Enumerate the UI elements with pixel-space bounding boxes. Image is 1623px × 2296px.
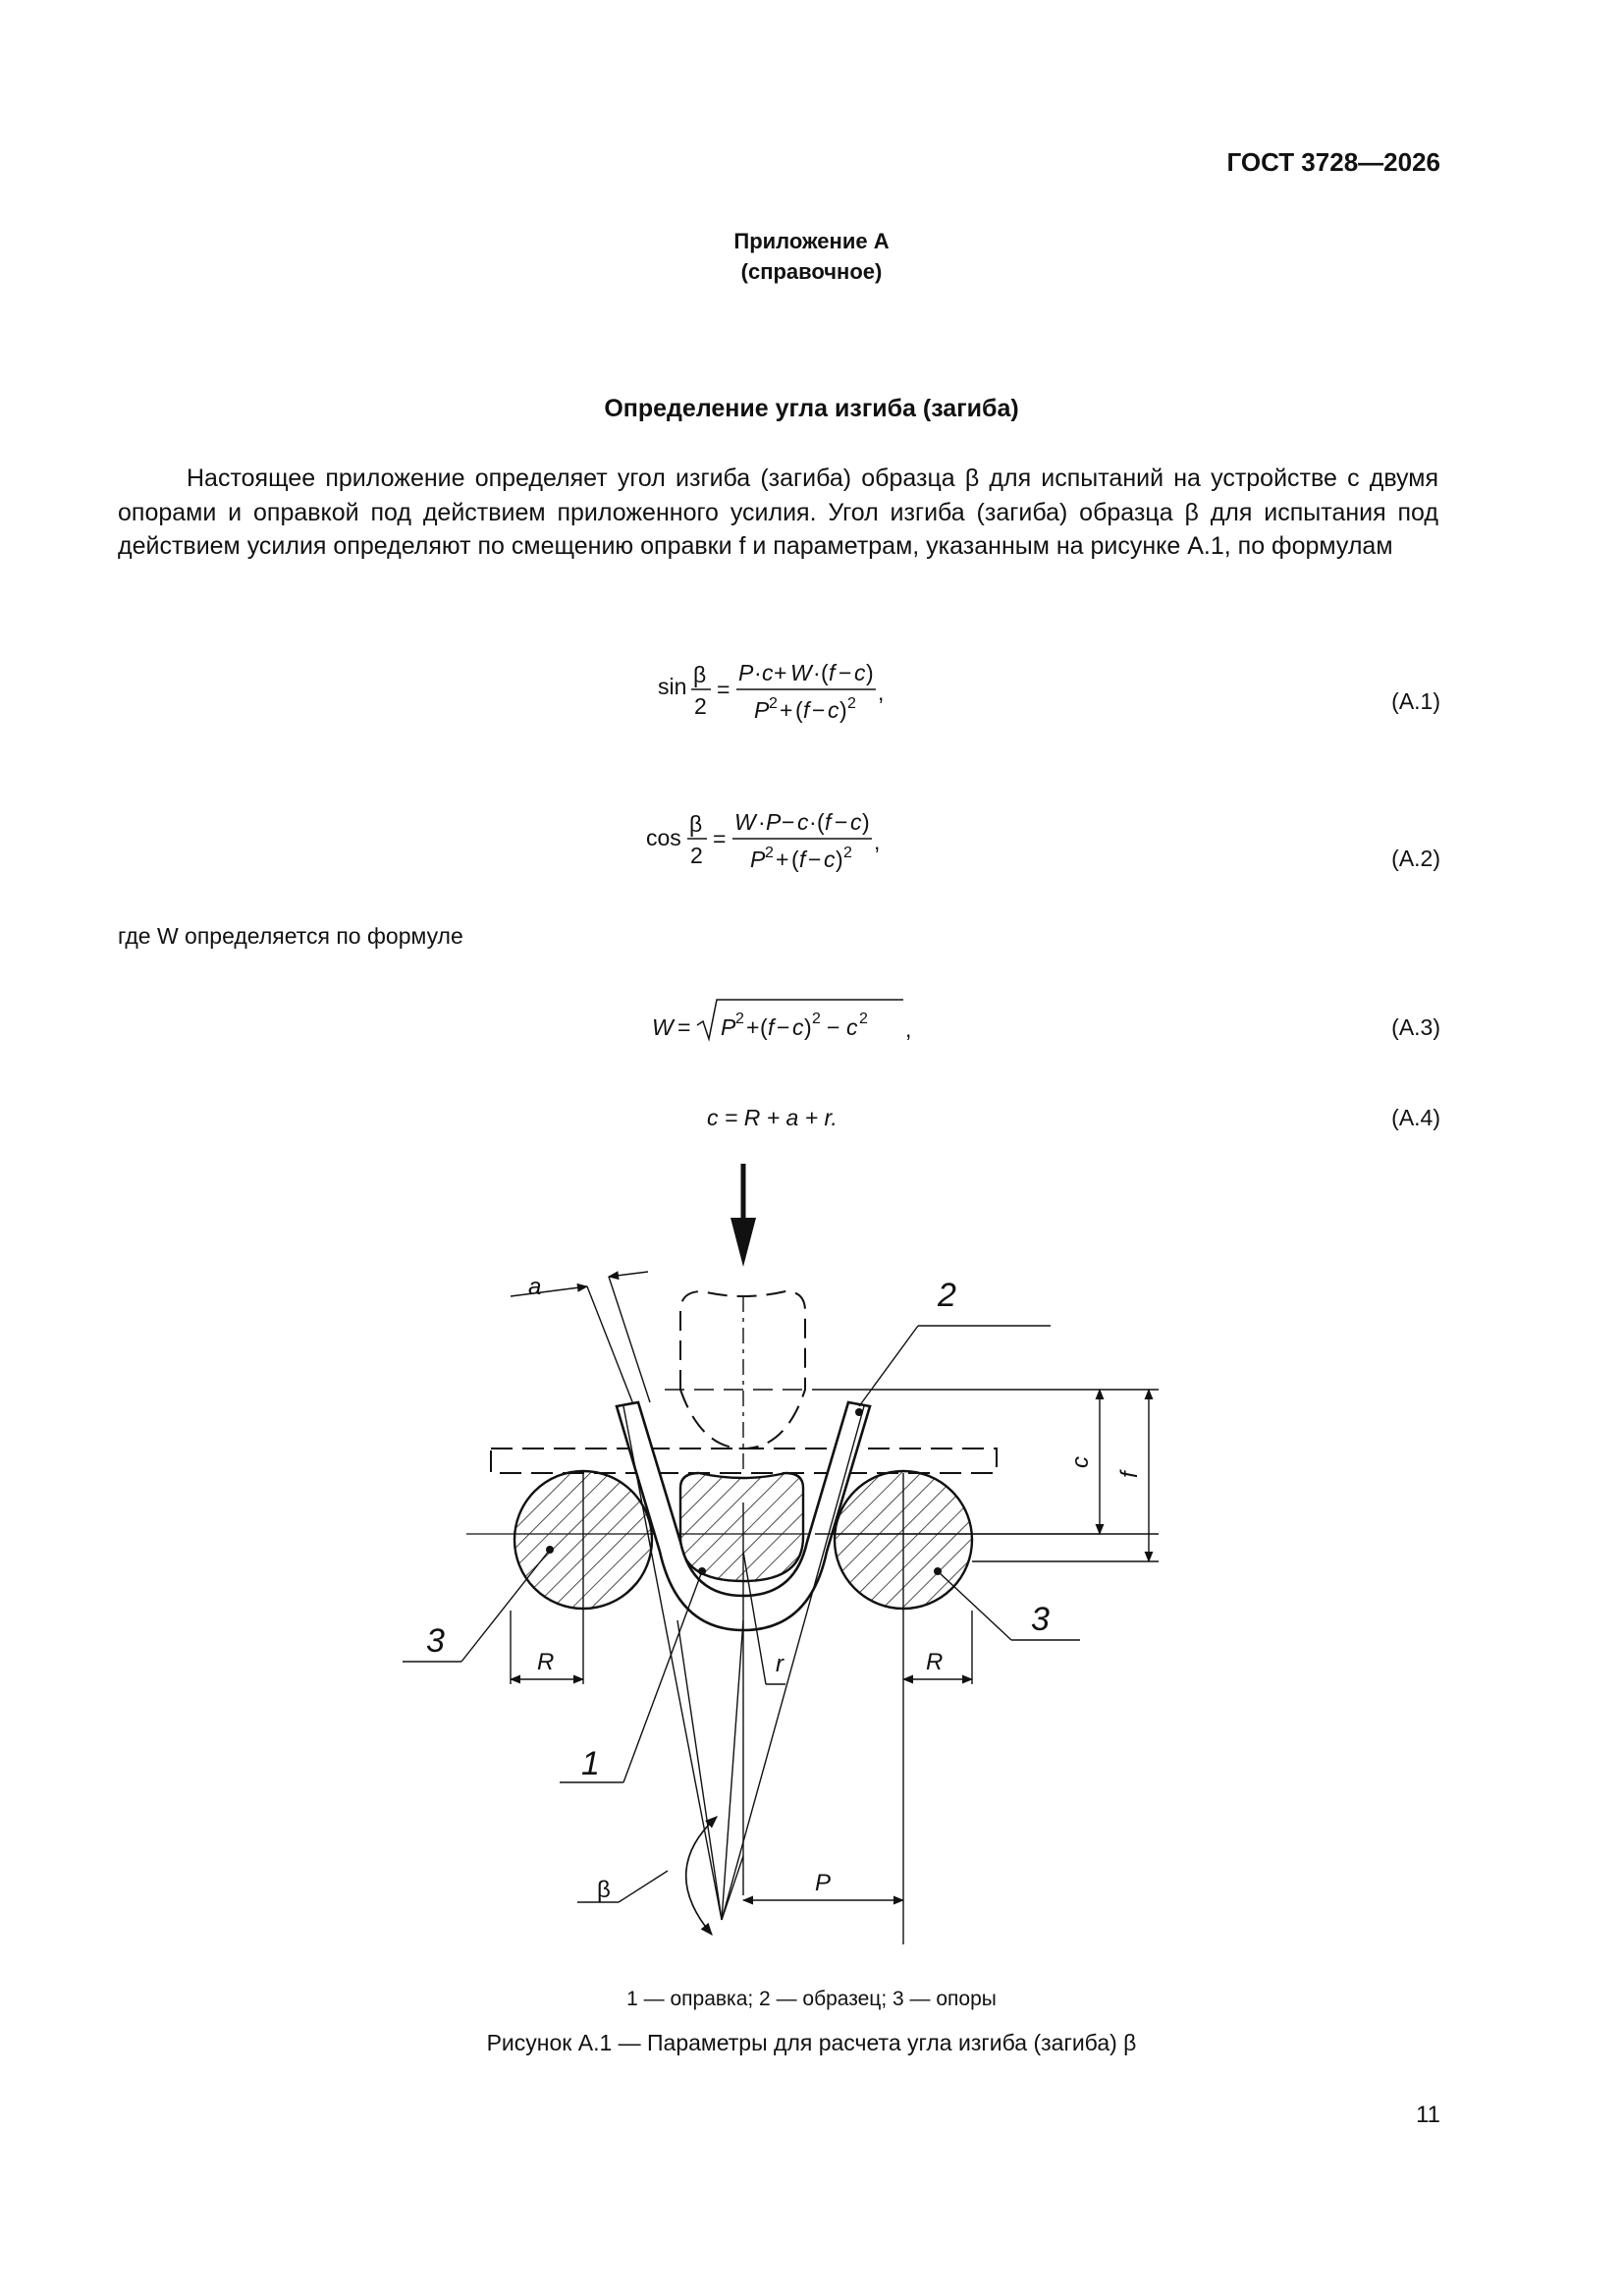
svg-text:2: 2 <box>735 1011 744 1027</box>
document-code: ГОСТ 3728—2026 <box>1226 147 1440 177</box>
svg-text:W: W <box>734 809 756 835</box>
svg-text:2: 2 <box>769 695 778 712</box>
svg-text:,: , <box>878 680 885 705</box>
svg-text:β: β <box>689 811 703 837</box>
svg-text:c: c <box>846 1014 858 1040</box>
svg-text:−: − <box>782 809 795 835</box>
svg-text:f: f <box>803 697 810 723</box>
mandrel <box>680 1473 803 1581</box>
label-r: r <box>776 1651 784 1677</box>
svg-text:(: ( <box>795 697 803 723</box>
intro-paragraph-text: Настоящее приложение определяет угол изгиба (загиба) образца β для испытаний на устройстве с двумя опорами и оправкой под действием приложенного усилия. Угол изгиба (загиба) образца β для испытания под действием усилия определяют по смещению оправки f и параметрам, указанным на рисунке А.1, по формулам <box>118 465 1438 560</box>
svg-text:·: · <box>754 660 762 685</box>
svg-text:·: · <box>758 809 766 835</box>
svg-text:+: + <box>774 660 787 685</box>
svg-text:c: c <box>797 809 809 835</box>
svg-text:(: ( <box>760 1014 768 1040</box>
svg-text:): ) <box>862 809 870 835</box>
svg-text:f: f <box>768 1014 775 1040</box>
svg-text:c: c <box>762 660 774 685</box>
svg-text:f: f <box>799 847 806 872</box>
svg-text:c: c <box>792 1014 804 1040</box>
svg-text:2: 2 <box>690 843 703 868</box>
svg-text:2: 2 <box>859 1011 868 1027</box>
svg-text:2: 2 <box>812 1011 821 1027</box>
svg-text:P: P <box>766 809 782 835</box>
figure-a1-diagram <box>0 1149 1623 1974</box>
label-2: 2 <box>938 1277 956 1314</box>
svg-text:sin: sin <box>658 674 687 699</box>
svg-text:(: ( <box>791 847 799 872</box>
svg-text:f: f <box>829 660 836 685</box>
svg-text:(: ( <box>817 809 825 835</box>
svg-text:+: + <box>780 697 793 723</box>
svg-text:−: − <box>777 1014 790 1040</box>
label-1: 1 <box>581 1745 600 1782</box>
formula-a1 <box>648 653 923 732</box>
svg-text:): ) <box>839 697 847 723</box>
svg-text:): ) <box>836 847 843 872</box>
label-beta: β <box>597 1877 611 1903</box>
svg-text:=: = <box>713 826 727 851</box>
svg-text:P: P <box>721 1014 736 1040</box>
page-number: 11 <box>1416 2102 1440 2128</box>
svg-text:+: + <box>776 847 789 872</box>
svg-text:f: f <box>825 809 832 835</box>
equation-number-a4: (А.4) <box>1391 1105 1440 1130</box>
label-R-left: R <box>537 1649 555 1675</box>
svg-text:c: c <box>850 809 862 835</box>
svg-text:cos: cos <box>646 825 681 850</box>
svg-text:(: ( <box>821 660 829 685</box>
annex-subtitle: (справочное) <box>740 259 883 284</box>
label-3-left: 3 <box>426 1622 445 1660</box>
equation-number-a2: (А.2) <box>1391 846 1440 871</box>
svg-text:P: P <box>750 847 766 872</box>
svg-text:W: W <box>790 660 812 685</box>
svg-text:P: P <box>738 660 754 685</box>
section-title: Определение угла изгиба (загиба) <box>604 395 1019 422</box>
svg-text:·: · <box>813 660 821 685</box>
formula-a2 <box>640 800 935 879</box>
annex-title: Приложение А <box>733 229 890 253</box>
svg-text:−: − <box>812 697 826 723</box>
svg-text:−: − <box>835 809 848 835</box>
formula-a3 <box>648 992 923 1051</box>
svg-text:W: W <box>652 1014 674 1040</box>
svg-text:+: + <box>746 1014 760 1040</box>
svg-text:−: − <box>808 847 822 872</box>
svg-text:c: c <box>824 847 836 872</box>
figure-caption: Рисунок А.1 — Параметры для расчета угла изгиба (загиба) β <box>486 2030 1137 2055</box>
svg-text:,: , <box>905 1016 912 1042</box>
svg-text:): ) <box>866 660 874 685</box>
where-text: где W определяется по формуле <box>118 923 463 949</box>
label-a: a <box>528 1274 542 1300</box>
svg-text:2: 2 <box>694 693 707 719</box>
svg-text:P: P <box>754 697 770 723</box>
equation-number-a3: (А.3) <box>1391 1014 1440 1040</box>
label-P: P <box>815 1870 832 1896</box>
equation-number-a1: (А.1) <box>1391 688 1440 714</box>
svg-text:,: , <box>874 829 881 854</box>
svg-text:2: 2 <box>847 695 856 712</box>
svg-text:2: 2 <box>843 845 852 861</box>
formula-a4: c = R + a + r. <box>707 1105 838 1130</box>
svg-text:): ) <box>804 1014 812 1040</box>
svg-text:−: − <box>839 660 852 685</box>
annex-heading <box>0 226 1623 287</box>
figure-legend: 1 — оправка; 2 — образец; 3 — опоры <box>626 1988 997 2010</box>
svg-text:2: 2 <box>765 845 774 861</box>
svg-text:c: c <box>854 660 866 685</box>
label-f: f <box>1116 1471 1143 1478</box>
svg-text:=: = <box>717 677 730 702</box>
svg-text:=: = <box>677 1014 691 1040</box>
label-3-right: 3 <box>1031 1601 1050 1638</box>
label-c: c <box>1067 1456 1094 1468</box>
svg-text:−: − <box>827 1014 840 1040</box>
intro-paragraph <box>118 462 1438 564</box>
svg-text:c: c <box>828 697 839 723</box>
svg-text:·: · <box>809 809 817 835</box>
svg-text:β: β <box>693 662 707 687</box>
label-R-right: R <box>926 1649 944 1675</box>
